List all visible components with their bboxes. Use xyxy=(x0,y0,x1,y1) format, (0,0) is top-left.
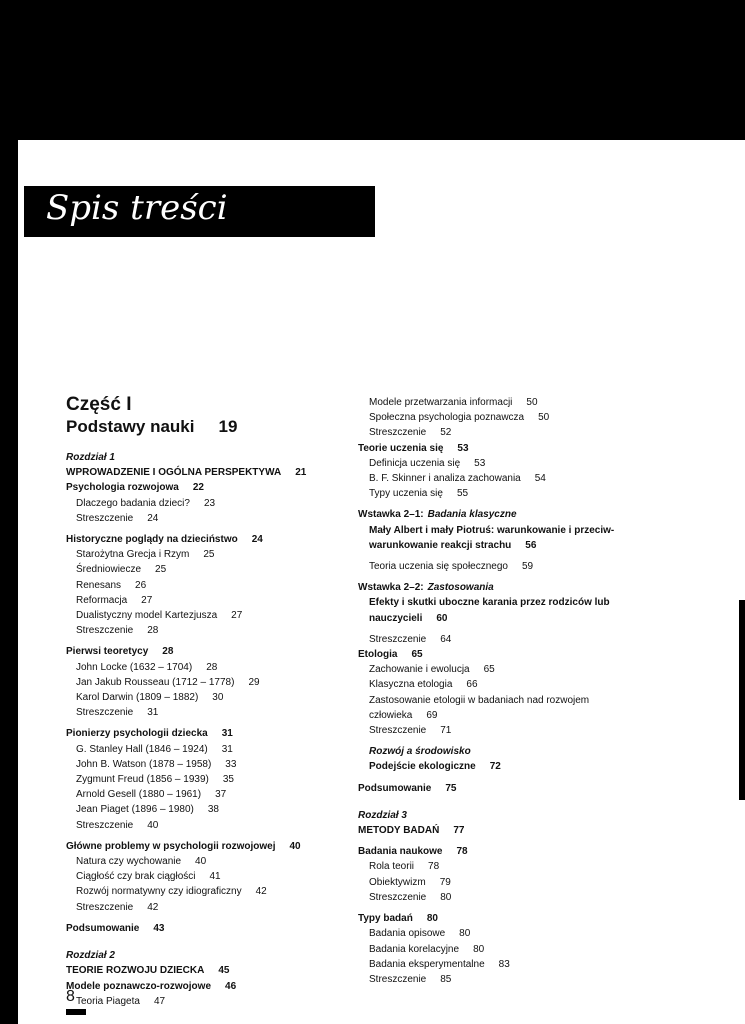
toc-item: Streszczenie 24 xyxy=(76,512,159,524)
toc-item: Streszczenie 80 xyxy=(369,891,452,903)
toc-item: Streszczenie 52 xyxy=(369,427,452,439)
insert-title: Podejście ekologiczne 72 xyxy=(369,761,501,773)
toc-item: Ciągłość czy brak ciągłości 41 xyxy=(76,871,221,883)
page-ref: 59 xyxy=(521,561,534,573)
part-heading: Część I xyxy=(66,394,132,415)
insert-title: warunkowanie reakcji strachu 56 xyxy=(369,539,537,551)
page-ref: 43 xyxy=(153,922,165,934)
page-top-edge xyxy=(18,140,745,157)
page-ref: 35 xyxy=(222,774,234,786)
page-ref: 80 xyxy=(459,928,471,940)
toc-item: Streszczenie 28 xyxy=(76,625,159,637)
page-ref: 52 xyxy=(440,427,452,439)
toc-item: Rola teorii 78 xyxy=(369,861,440,873)
toc-item: Streszczenie 85 xyxy=(369,973,452,985)
toc-item: Streszczenie 31 xyxy=(76,707,159,719)
toc-section: Modele poznawczo-rozwojowe 46 xyxy=(66,980,237,992)
page-ref: 26 xyxy=(135,579,147,591)
page-ref: 25 xyxy=(155,564,167,576)
page-title: Spis treści xyxy=(46,188,228,228)
toc-item: Zachowanie i ewolucja 65 xyxy=(369,664,495,676)
toc-section: Etologia 65 xyxy=(358,649,423,661)
page-ref: 50 xyxy=(538,412,550,424)
page-ref: 38 xyxy=(207,804,219,816)
page-ref: 77 xyxy=(453,825,465,837)
chapter-label: Rozdział 1 xyxy=(66,452,115,463)
toc-section: Podsumowanie 43 xyxy=(66,922,165,934)
page-ref: 69 xyxy=(426,709,438,721)
part-title: Podstawy nauki 19 xyxy=(66,417,238,436)
toc-item: Streszczenie 40 xyxy=(76,819,159,831)
toc-item: Obiektywizm 79 xyxy=(369,876,451,888)
toc-item: Starożytna Grecja i Rzym 25 xyxy=(76,549,215,561)
toc-item: Rozwój normatywny czy idiograficzny 42 xyxy=(76,886,267,898)
toc-item: Arnold Gesell (1880 – 1961) 37 xyxy=(76,789,227,801)
toc-item: B. F. Skinner i analiza zachowania 54 xyxy=(369,473,546,485)
page-number: 8 xyxy=(66,988,75,1005)
page-ref: 25 xyxy=(203,549,215,561)
page-ref: 66 xyxy=(466,679,478,691)
toc-item: Streszczenie 64 xyxy=(369,633,452,645)
page-ref: 55 xyxy=(456,488,469,500)
toc-section: Teorie uczenia się 53 xyxy=(358,442,469,454)
right-entries xyxy=(358,395,638,987)
toc-section: Psychologia rozwojowa 22 xyxy=(66,482,204,494)
page-ref: 33 xyxy=(225,758,237,770)
toc-item: John B. Watson (1878 – 1958) 33 xyxy=(76,758,237,770)
toc-item: człowieka 69 xyxy=(369,709,438,721)
toc-item: Dualistyczny model Kartezjusza 27 xyxy=(76,610,243,622)
toc-item: Karol Darwin (1809 – 1882) 30 xyxy=(76,692,224,704)
page-ref: 27 xyxy=(141,594,153,606)
title-banner xyxy=(24,186,375,237)
page-ref: 46 xyxy=(225,980,237,992)
top-black-band xyxy=(0,0,745,157)
toc-item: Modele przetwarzania informacji 50 xyxy=(369,397,538,408)
insert-label: Wstawka 2–2: Zastosowania xyxy=(358,582,494,594)
page-ref: 45 xyxy=(218,965,230,977)
page-ref: 64 xyxy=(440,633,452,645)
page-ref: 80 xyxy=(426,913,438,925)
insert-label: Rozwój a środowisko xyxy=(369,746,471,758)
toc-item: Streszczenie 42 xyxy=(76,901,159,913)
toc-item: Natura czy wychowanie 40 xyxy=(76,856,207,868)
chapter-label: Rozdział 2 xyxy=(66,950,115,962)
toc-section: Typy badań 80 xyxy=(358,913,438,925)
page-ref: 80 xyxy=(440,891,452,903)
page-ref: 85 xyxy=(440,973,452,985)
toc-section: Główne problemy w psychologii rozwojowej 40 xyxy=(66,840,301,852)
toc-item: Teoria Piageta 47 xyxy=(76,995,166,1007)
page-ref: 42 xyxy=(147,901,159,913)
page-ref: 31 xyxy=(221,743,233,755)
insert-title: Efekty i skutki uboczne karania przez rodziców lub xyxy=(369,597,610,609)
chapter-title: WPROWADZENIE I OGÓLNA PERSPEKTYWA 21 xyxy=(66,467,307,479)
page-ref: 78 xyxy=(428,861,440,873)
page-ref: 79 xyxy=(439,876,451,888)
page-ref: 31 xyxy=(147,707,159,719)
chapter-title: METODY BADAŃ 77 xyxy=(358,825,465,837)
toc-item: Definicja uczenia się 53 xyxy=(369,457,486,469)
insert-title: Mały Albert i mały Piotruś: warunkowanie i przeciw- xyxy=(369,524,615,536)
toc-item: Reformacja 27 xyxy=(76,594,153,606)
toc-left-column xyxy=(66,394,356,1009)
page-ref: 80 xyxy=(473,943,485,955)
toc-item: Zastosowanie etologii w badaniach nad rozwojem xyxy=(369,694,590,706)
page-ref: 65 xyxy=(411,649,423,661)
toc-item: Jan Jakub Rousseau (1712 – 1778) 29 xyxy=(76,676,260,688)
page-ref: 30 xyxy=(212,692,224,704)
insert-label: Wstawka 2–1: Badania klasyczne xyxy=(358,509,517,521)
page-ref: 24 xyxy=(147,512,159,524)
toc-item: Renesans 26 xyxy=(76,579,147,591)
toc-section: Badania naukowe 78 xyxy=(358,846,468,858)
toc-item: Teoria uczenia się społecznego 59 xyxy=(369,561,534,573)
toc-section: Pierwsi teoretycy 28 xyxy=(66,646,174,658)
page-ref: 71 xyxy=(440,725,452,737)
toc-item: Badania eksperymentalne 83 xyxy=(369,958,510,970)
page-ref: 53 xyxy=(457,442,469,454)
page-ref: 56 xyxy=(525,539,537,551)
page-ref: 40 xyxy=(195,856,207,868)
chapter-label: Rozdział 3 xyxy=(358,809,407,821)
page-ref: 54 xyxy=(534,473,546,485)
page-ref: 31 xyxy=(221,728,233,740)
page-ref: 29 xyxy=(248,676,260,688)
toc-item: Typy uczenia się 55 xyxy=(369,488,469,500)
page-ref: 41 xyxy=(209,871,221,883)
page-ref: 23 xyxy=(203,497,216,509)
page-ref: 28 xyxy=(206,661,218,673)
toc-item: Zygmunt Freud (1856 – 1939) 35 xyxy=(76,774,234,786)
right-edge-strip xyxy=(739,600,745,800)
page-ref: 40 xyxy=(147,819,159,831)
page-ref: 28 xyxy=(162,646,174,658)
left-entries xyxy=(66,450,356,1009)
page-ref: 78 xyxy=(456,846,468,858)
toc-section: Historyczne poglądy na dzieciństwo 24 xyxy=(66,534,263,546)
page-ref: 22 xyxy=(192,482,204,494)
toc-item: Społeczna psychologia poznawcza 50 xyxy=(369,412,550,424)
insert-title: nauczycieli 60 xyxy=(369,612,448,624)
page-ref: 24 xyxy=(251,534,263,546)
page-ref: 60 xyxy=(436,612,448,624)
page-ref: 65 xyxy=(483,664,495,676)
page-ref: 21 xyxy=(295,467,307,479)
toc-right-column xyxy=(358,395,638,987)
toc-section: Pionierzy psychologii dziecka 31 xyxy=(66,728,233,740)
toc-item: John Locke (1632 – 1704) 28 xyxy=(76,661,218,673)
page-ref: 75 xyxy=(445,782,457,794)
toc-item: Streszczenie 71 xyxy=(369,725,452,737)
page-ref: 83 xyxy=(498,958,510,970)
page-ref: 40 xyxy=(289,840,301,852)
toc-item: Klasyczna etologia 66 xyxy=(369,679,478,691)
toc-item: Jean Piaget (1896 – 1980) 38 xyxy=(76,804,219,816)
page-ref: 53 xyxy=(474,457,486,469)
chapter-title: TEORIE ROZWOJU DZIECKA 45 xyxy=(66,965,230,977)
toc-item: Badania opisowe 80 xyxy=(369,928,471,940)
page-ref: 47 xyxy=(153,995,166,1007)
page-ref: 37 xyxy=(215,789,227,801)
page-marker-bar xyxy=(66,1009,86,1015)
page-ref: 72 xyxy=(489,761,501,773)
toc-item: Badania korelacyjne 80 xyxy=(369,943,485,955)
toc-item: G. Stanley Hall (1846 – 1924) 31 xyxy=(76,743,233,755)
toc-section: Podsumowanie 75 xyxy=(358,782,457,794)
page-ref: 42 xyxy=(255,886,267,898)
toc-item: Średniowiecze 25 xyxy=(76,564,167,576)
left-black-band xyxy=(0,140,18,1024)
page-ref: 28 xyxy=(147,625,159,637)
page-ref: 27 xyxy=(231,610,243,622)
page-ref: 50 xyxy=(526,397,538,408)
toc-item: Dlaczego badania dzieci? 23 xyxy=(76,497,216,509)
